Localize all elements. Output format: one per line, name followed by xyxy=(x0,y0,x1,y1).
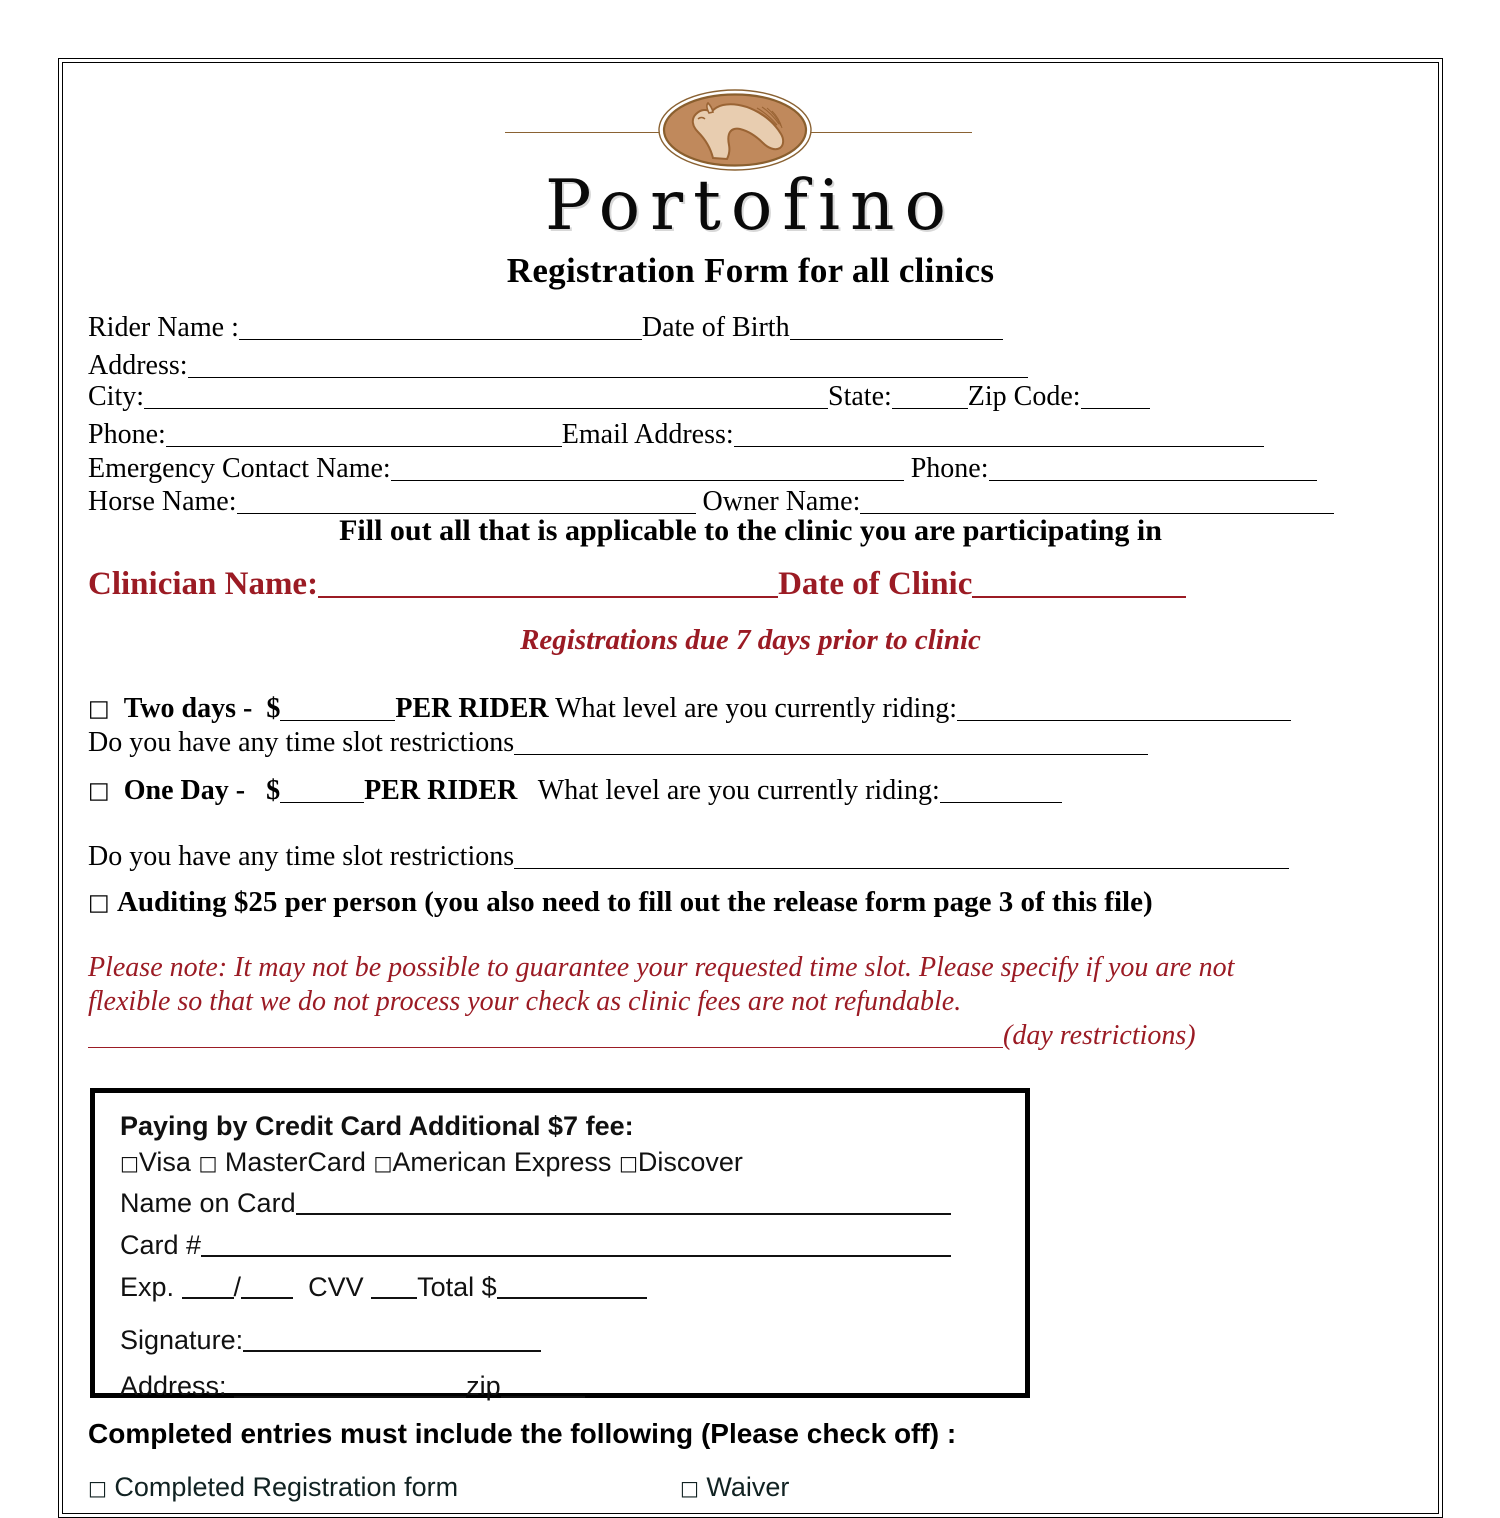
brand-wordmark: Portofino xyxy=(544,166,956,246)
card-number-input[interactable] xyxy=(201,1236,951,1257)
address-input[interactable] xyxy=(188,355,1028,378)
checklist-item-waiver xyxy=(680,1472,789,1504)
email-label: Email Address: xyxy=(561,419,734,450)
one-day-level-input[interactable] xyxy=(940,780,1062,803)
exp-label: Exp. xyxy=(120,1272,175,1302)
phone-input[interactable] xyxy=(166,424,562,447)
one-day-price-input[interactable] xyxy=(280,780,364,803)
date-of-clinic-input[interactable] xyxy=(972,574,1186,598)
please-note-line-1: Please note: It may not be possible to guarantee your requested time slot. Please specify if you are not xyxy=(88,952,1235,983)
masthead xyxy=(62,72,1439,252)
name-on-card-input[interactable] xyxy=(296,1194,951,1215)
one-day-price-prefix: $ xyxy=(266,775,281,806)
two-days-per-rider: PER RIDER xyxy=(395,693,549,724)
two-days-restrictions-question: Do you have any time slot restrictions xyxy=(88,727,515,758)
mastercard-checkbox[interactable]: □ xyxy=(198,1151,218,1175)
two-days-price-prefix: $ xyxy=(266,693,281,724)
checklist-heading: Completed entries must include the following (Please check off) : xyxy=(88,1418,957,1449)
emergency-contact-label: Emergency Contact Name: xyxy=(88,453,391,484)
owner-name-input[interactable] xyxy=(860,491,1334,514)
day-restrictions-row xyxy=(88,1020,1196,1052)
discover-checkbox[interactable]: □ xyxy=(618,1151,638,1175)
registration-form-checkbox[interactable]: □ xyxy=(88,1476,107,1500)
clinician-name-row xyxy=(88,568,1186,600)
address-label: Address: xyxy=(88,350,188,381)
one-day-restrictions-input[interactable] xyxy=(514,846,1289,869)
email-input[interactable] xyxy=(734,424,1264,447)
page-title: Registration Form for all clinics xyxy=(506,251,995,290)
credit-card-heading: Paying by Credit Card Additional $7 fee: xyxy=(120,1111,634,1141)
cvv-input[interactable] xyxy=(371,1278,417,1299)
two-days-restrictions-input[interactable] xyxy=(514,732,1148,755)
emergency-phone-input[interactable] xyxy=(989,458,1317,481)
day-restrictions-label: (day restrictions) xyxy=(1003,1020,1196,1051)
city-input[interactable] xyxy=(144,386,828,409)
registration-due-note: Registrations due 7 days prior to clinic xyxy=(520,624,981,656)
date-of-birth-label: Date of Birth xyxy=(641,312,790,343)
one-day-checkbox[interactable]: □ xyxy=(88,778,110,804)
two-days-level-question: What level are you currently riding: xyxy=(555,693,958,724)
zip-code-label: Zip Code: xyxy=(967,381,1081,412)
zip-code-input[interactable] xyxy=(1081,386,1150,409)
owner-name-label: Owner Name: xyxy=(702,486,861,517)
clinician-name-label: Clinician Name: xyxy=(88,566,319,602)
exp-separator: / xyxy=(233,1272,242,1302)
discover-label: Discover xyxy=(637,1147,743,1177)
one-day-restrictions-question: Do you have any time slot restrictions xyxy=(88,841,515,872)
visa-label: Visa xyxy=(138,1147,191,1177)
field-rider-name-row xyxy=(88,312,1003,344)
waiver-label: Waiver xyxy=(706,1472,790,1502)
emergency-phone-label: Phone: xyxy=(910,453,989,484)
two-days-checkbox[interactable]: □ xyxy=(88,696,110,722)
billing-address-row xyxy=(120,1371,585,1401)
two-days-label: Two days - xyxy=(123,693,253,724)
option-one-day-row xyxy=(88,775,1062,807)
phone-label: Phone: xyxy=(88,419,166,450)
one-day-level-question: What level are you currently riding: xyxy=(537,775,940,806)
auditing-checkbox[interactable]: □ xyxy=(88,890,110,916)
signature-input[interactable] xyxy=(243,1331,541,1352)
state-label: State: xyxy=(828,381,892,412)
field-city-row xyxy=(88,381,1150,413)
billing-address-label: Address: xyxy=(120,1371,227,1401)
field-emergency-contact-row xyxy=(88,453,1317,485)
state-input[interactable] xyxy=(892,386,968,409)
city-label: City: xyxy=(88,381,145,412)
clinician-name-input[interactable] xyxy=(318,574,778,598)
auditing-label: Auditing $25 per person (you also need to fill out the release form page 3 of this file) xyxy=(116,886,1153,918)
visa-checkbox[interactable]: □ xyxy=(120,1151,139,1175)
total-label: Total $ xyxy=(417,1272,497,1302)
exp-month-input[interactable] xyxy=(182,1278,234,1299)
amex-checkbox[interactable]: □ xyxy=(373,1151,393,1175)
option-two-days-row xyxy=(88,693,1291,725)
rider-name-input[interactable] xyxy=(239,317,642,340)
field-phone-row xyxy=(88,419,1264,451)
field-address-row xyxy=(88,350,1028,382)
two-days-restrictions-row xyxy=(88,727,1148,759)
date-of-clinic-label: Date of Clinic xyxy=(778,566,973,602)
checklist-item-registration-form xyxy=(88,1472,458,1504)
amex-label: American Express xyxy=(392,1147,612,1177)
billing-address-input[interactable] xyxy=(234,1377,466,1398)
mastercard-label: MasterCard xyxy=(224,1147,366,1177)
emergency-contact-input[interactable] xyxy=(391,458,904,481)
cvv-label: CVV xyxy=(308,1272,364,1302)
two-days-price-input[interactable] xyxy=(280,698,395,721)
horse-head-oval-icon xyxy=(656,88,814,172)
billing-zip-input[interactable] xyxy=(501,1377,585,1398)
option-auditing-row xyxy=(88,886,1153,918)
name-on-card-label: Name on Card xyxy=(120,1188,296,1218)
signature-row xyxy=(120,1325,541,1355)
exp-year-input[interactable] xyxy=(241,1278,293,1299)
registration-form-label: Completed Registration form xyxy=(114,1472,459,1502)
waiver-checkbox[interactable]: □ xyxy=(680,1476,699,1500)
card-number-label: Card # xyxy=(120,1230,202,1260)
billing-zip-label: zip xyxy=(466,1371,501,1401)
total-input[interactable] xyxy=(497,1278,647,1299)
one-day-label: One Day - xyxy=(123,775,246,806)
credit-card-panel xyxy=(90,1088,1030,1401)
card-number-row xyxy=(120,1230,951,1260)
two-days-level-input[interactable] xyxy=(957,698,1291,721)
rider-name-label: Rider Name : xyxy=(88,312,239,343)
masthead-rule-right xyxy=(807,132,972,133)
date-of-birth-input[interactable] xyxy=(790,317,1003,340)
day-restrictions-input[interactable] xyxy=(88,1025,1003,1048)
name-on-card-row xyxy=(120,1188,951,1218)
please-note-line-2: flexible so that we do not process your check as clinic fees are not refundable. xyxy=(88,986,962,1017)
card-type-options-row xyxy=(120,1147,743,1178)
signature-label: Signature: xyxy=(120,1325,244,1355)
horse-name-label: Horse Name: xyxy=(88,486,237,517)
one-day-restrictions-row xyxy=(88,841,1289,873)
clinic-instruction: Fill out all that is applicable to the clinic you are participating in xyxy=(339,514,1162,547)
exp-cvv-total-row xyxy=(120,1272,647,1302)
one-day-per-rider: PER RIDER xyxy=(364,775,518,806)
masthead-rule-left xyxy=(505,132,670,133)
horse-name-input[interactable] xyxy=(237,491,696,514)
